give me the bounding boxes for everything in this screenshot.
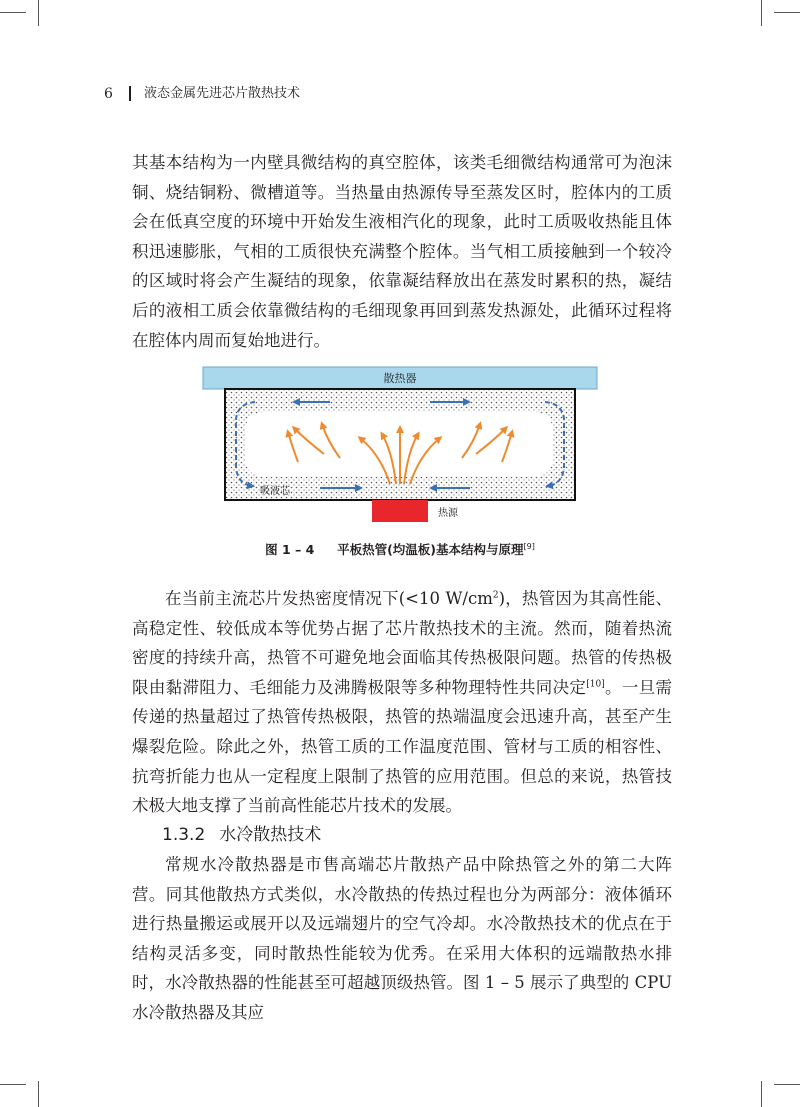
- figure-caption: [0, 540, 800, 558]
- figure-svg: [200, 366, 600, 526]
- heat-source-label: 热源: [438, 508, 458, 519]
- crop-mark: [0, 12, 26, 13]
- radiator-label: 散热器: [383, 373, 417, 385]
- caption-label: 图 1 – 4: [265, 542, 315, 557]
- caption-ref: [9]: [523, 541, 535, 551]
- caption-text: 平板热管(均温板)基本结构与原理: [337, 542, 524, 557]
- crop-mark: [0, 1084, 26, 1085]
- section-title: 水冷散热技术: [219, 825, 322, 845]
- crop-mark: [774, 12, 800, 13]
- section-number: 1.3.2: [162, 825, 206, 845]
- paragraph-text-part: 。一旦需传递的热量超过了热管传热极限，热管的热端温度会迅速升高，甚至产生爆裂危险。除此之外，热管工质的工作温度范围、管材与工质的相容性、抗弯折能力也从一定程度上限制了热管的应用范围。但总的来说，热管技术极大地支撑了当前高性能芯片技术的发展。: [132, 677, 673, 816]
- paragraph-text: 其基本结构为一内壁具微结构的真空腔体，该类毛细微结构通常可为泡沫铜、烧结铜粉、微槽道等。当热量由热源传导至蒸发区时，腔体内的工质会在低真空度的环境中开始发生液相汽化的现象，此时工质吸收热能且体积迅速膨胀，气相的工质很快充满整个腔体。当气相工质接触到一个较冷的区域时将会产生凝结的现象，依靠凝结释放出在蒸发时累积的热，凝结后的液相工质会依靠微结构的毛细现象再回到蒸发热源处，此循环过程将在腔体内周而复始地进行。: [132, 153, 672, 350]
- section-heading: [162, 820, 321, 845]
- superscript: 2: [492, 590, 499, 601]
- heat-source-block: [372, 500, 428, 522]
- body-paragraph-3: [132, 850, 672, 1028]
- paragraph-text: 常规水冷散热器是市售高端芯片散热产品中除热管之外的第二大阵营。同其他散热方式类似，水冷散热的传热过程也分为两部分：液体循环进行热量搬运或展开以及远端翅片的空气冷却。水冷散热技术的优点在于结构灵活多变，同时散热性能较为优秀。在采用大体积的远端散热水排时，水冷散热器的性能甚至可超越顶级热管。图 1 – 5 展示了典型的 CPU 水冷散热器及其应: [132, 855, 672, 1022]
- page-number: 6: [104, 86, 113, 102]
- crop-mark: [761, 0, 762, 26]
- crop-mark: [38, 1081, 39, 1107]
- crop-mark: [38, 0, 39, 26]
- crop-mark: [761, 1081, 762, 1107]
- body-paragraph-1: [132, 148, 672, 355]
- paragraph-text-part: 在当前主流芯片发热密度情况下(<10 W/cm: [165, 589, 493, 608]
- paragraph-text-part: )，热管因为其高性能、高稳定性、较低成本等优势占据了芯片散热技术的主流。然而，随着热流密度的持续升高，热管不可避免地会面临其传热极限问题。热管的传热极限由黏滞阻力、毛细能力及沸腾极限等多种物理特性共同决定: [132, 589, 672, 697]
- crop-mark: [774, 1084, 800, 1085]
- header-divider: [129, 86, 131, 101]
- vapor-chamber-figure: [200, 366, 600, 526]
- paragraph-text: [132, 584, 672, 821]
- citation-ref: [10]: [586, 679, 605, 690]
- wick-label: 吸液芯: [260, 486, 290, 497]
- body-paragraph-2: [132, 584, 672, 821]
- book-title: 液态金属先进芯片散热技术: [144, 86, 301, 101]
